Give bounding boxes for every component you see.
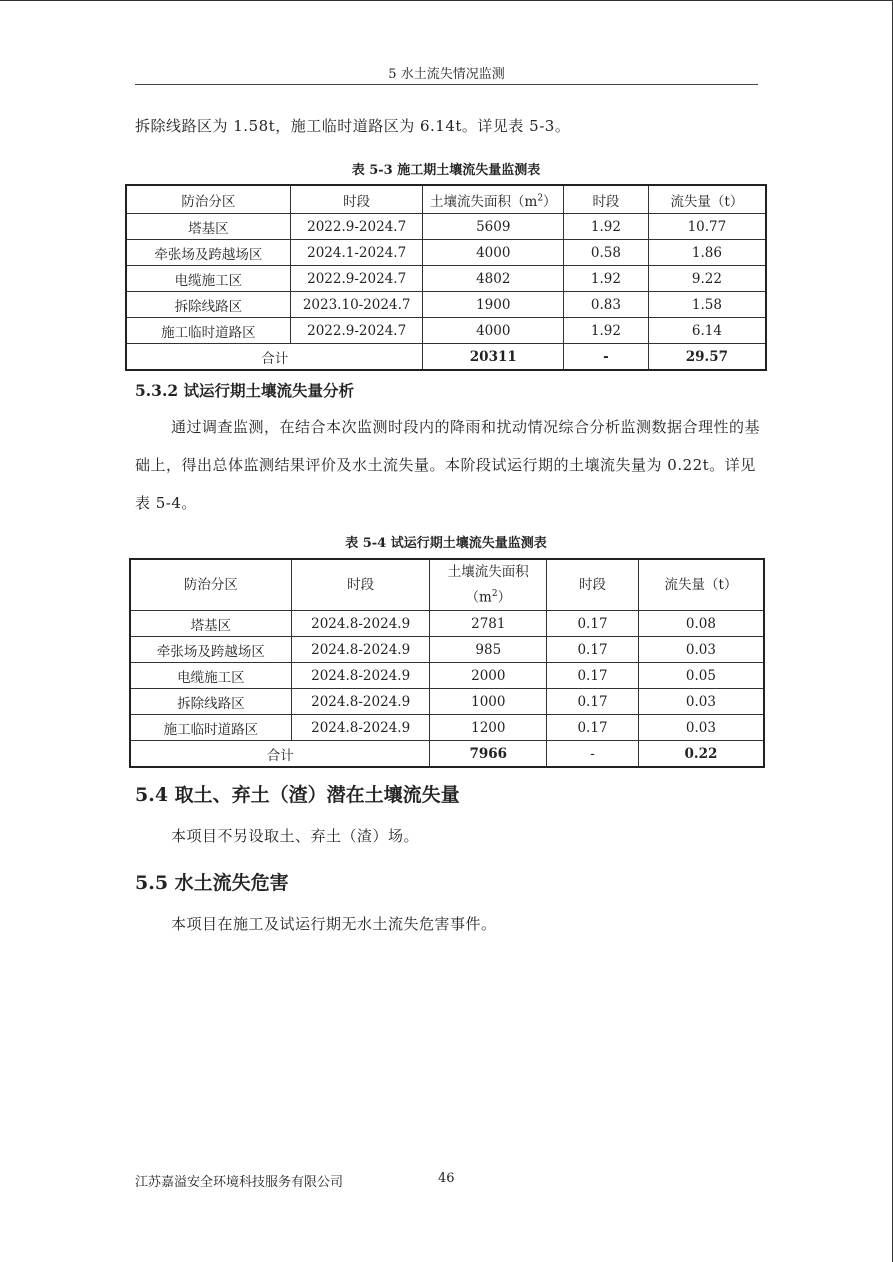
total-label: 合计 <box>126 344 423 371</box>
cell-loss: 0.05 <box>638 663 764 689</box>
cell-area: 2781 <box>430 611 547 637</box>
cell-zone: 塔基区 <box>126 214 290 240</box>
cell-loss: 6.14 <box>648 318 766 344</box>
table-row <box>130 611 764 637</box>
cell-area: 985 <box>430 637 547 663</box>
cell-period: 2024.8-2024.9 <box>291 611 430 637</box>
section-5-3-2-heading: 5.3.2 试运行期土壤流失量分析 <box>135 381 355 400</box>
cell-area: 1200 <box>430 715 547 741</box>
cell-loss: 0.03 <box>638 715 764 741</box>
table-header-row <box>126 185 766 214</box>
cell-area: 4000 <box>423 318 564 344</box>
total-loss: 0.22 <box>638 741 764 768</box>
cell-period: 2024.8-2024.9 <box>291 637 430 663</box>
table-row <box>126 240 766 266</box>
header-area: 土壤流失面积 $(m^2)$ <box>430 559 547 611</box>
header-duration: 时段 <box>547 559 639 611</box>
cell-area: 4802 <box>423 266 564 292</box>
section-5-5-heading: 5.5 水土流失危害 <box>135 872 289 894</box>
header-area: 土壤流失面积$(m^2)$ <box>423 185 564 214</box>
table-row <box>126 214 766 240</box>
cell-loss: 0.03 <box>638 689 764 715</box>
cell-duration: 1.92 <box>564 266 649 292</box>
section-5-4-heading: 5.4 取土、弃土（渣）潜在土壤流失量 <box>135 784 460 806</box>
cell-zone: 拆除线路区 <box>126 292 290 318</box>
table-row <box>126 292 766 318</box>
cell-period: 2022.9-2024.7 <box>290 266 423 292</box>
running-header: 5 水土流失情况监测 <box>388 67 505 82</box>
total-duration: - <box>547 741 639 768</box>
cell-period: 2022.9-2024.7 <box>290 214 423 240</box>
total-duration: - <box>564 344 649 371</box>
cell-area: 1000 <box>430 689 547 715</box>
page-number: 46 <box>438 1171 455 1186</box>
cell-period: 2024.8-2024.9 <box>291 715 430 741</box>
cell-zone: 牵张场及跨越场区 <box>130 637 291 663</box>
header-period: 时段 <box>291 559 430 611</box>
table-row <box>130 663 764 689</box>
cell-area: 4000 <box>423 240 564 266</box>
table-header-row <box>130 559 764 611</box>
header-loss: 流失量（t） <box>648 185 766 214</box>
table-5-3 <box>125 184 767 371</box>
cell-area: 5609 <box>423 214 564 240</box>
section-5-4-paragraph: 本项目不另设取土、弃土（渣）场。 <box>171 827 420 845</box>
footer-company: 江苏嘉溢安全环境科技服务有限公司 <box>135 1175 344 1190</box>
table-total-row <box>130 741 764 768</box>
cell-area: 2000 <box>430 663 547 689</box>
total-area: 20311 <box>423 344 564 371</box>
table-row <box>130 715 764 741</box>
cell-period: 2023.10-2024.7 <box>290 292 423 318</box>
cell-zone: 拆除线路区 <box>130 689 291 715</box>
header-rule <box>135 84 758 85</box>
total-label: 合计 <box>130 741 430 768</box>
cell-zone: 电缆施工区 <box>130 663 291 689</box>
header-period: 时段 <box>290 185 423 214</box>
section-5-5-paragraph: 本项目在施工及试运行期无水土流失危害事件。 <box>171 915 497 933</box>
section-5-3-2-paragraph: 通过调查监测，在结合本次监测时段内的降雨和扰动情况综合分析监测数据合理性的基础上，得出总体监测结果评价及水土流失量。本阶段试运行期的土壤流失量为 0.22t。详见表 5-4。 <box>135 418 761 512</box>
table-row <box>130 637 764 663</box>
cell-duration: 0.17 <box>547 611 639 637</box>
cell-loss: 10.77 <box>648 214 766 240</box>
cell-period: 2024.8-2024.9 <box>291 663 430 689</box>
cell-zone: 塔基区 <box>130 611 291 637</box>
cell-duration: 1.92 <box>564 318 649 344</box>
header-zone: 防治分区 <box>130 559 291 611</box>
cell-zone: 电缆施工区 <box>126 266 290 292</box>
total-area: 7966 <box>430 741 547 768</box>
table-total-row <box>126 344 766 371</box>
cell-loss: 1.58 <box>648 292 766 318</box>
cell-loss: 0.03 <box>638 637 764 663</box>
table-row <box>126 266 766 292</box>
header-loss: 流失量（t） <box>638 559 764 611</box>
header-duration: 时段 <box>564 185 649 214</box>
header-zone: 防治分区 <box>126 185 290 214</box>
cell-loss: 9.22 <box>648 266 766 292</box>
cell-area: 1900 <box>423 292 564 318</box>
cell-zone: 施工临时道路区 <box>130 715 291 741</box>
cell-period: 2022.9-2024.7 <box>290 318 423 344</box>
table-row <box>126 318 766 344</box>
cell-period: 2024.8-2024.9 <box>291 689 430 715</box>
cell-duration: 0.83 <box>564 292 649 318</box>
cell-zone: 施工临时道路区 <box>126 318 290 344</box>
cell-period: 2024.1-2024.7 <box>290 240 423 266</box>
table-row <box>130 689 764 715</box>
table-5-4 <box>129 558 765 768</box>
cell-loss: 0.08 <box>638 611 764 637</box>
table-5-4-caption: 表 5-4 试运行期土壤流失量监测表 <box>345 536 547 551</box>
total-loss: 29.57 <box>648 344 766 371</box>
cell-duration: 0.17 <box>547 715 639 741</box>
cell-duration: 0.17 <box>547 637 639 663</box>
cell-duration: 0.17 <box>547 663 639 689</box>
table-5-3-caption: 表 5-3 施工期土壤流失量监测表 <box>351 163 541 178</box>
cell-zone: 牵张场及跨越场区 <box>126 240 290 266</box>
cell-duration: 1.92 <box>564 214 649 240</box>
cell-duration: 0.17 <box>547 689 639 715</box>
cell-loss: 1.86 <box>648 240 766 266</box>
cell-duration: 0.58 <box>564 240 649 266</box>
intro-text: 拆除线路区为 1.58t，施工临时道路区为 6.14t。详见表 5-3。 <box>135 117 571 135</box>
